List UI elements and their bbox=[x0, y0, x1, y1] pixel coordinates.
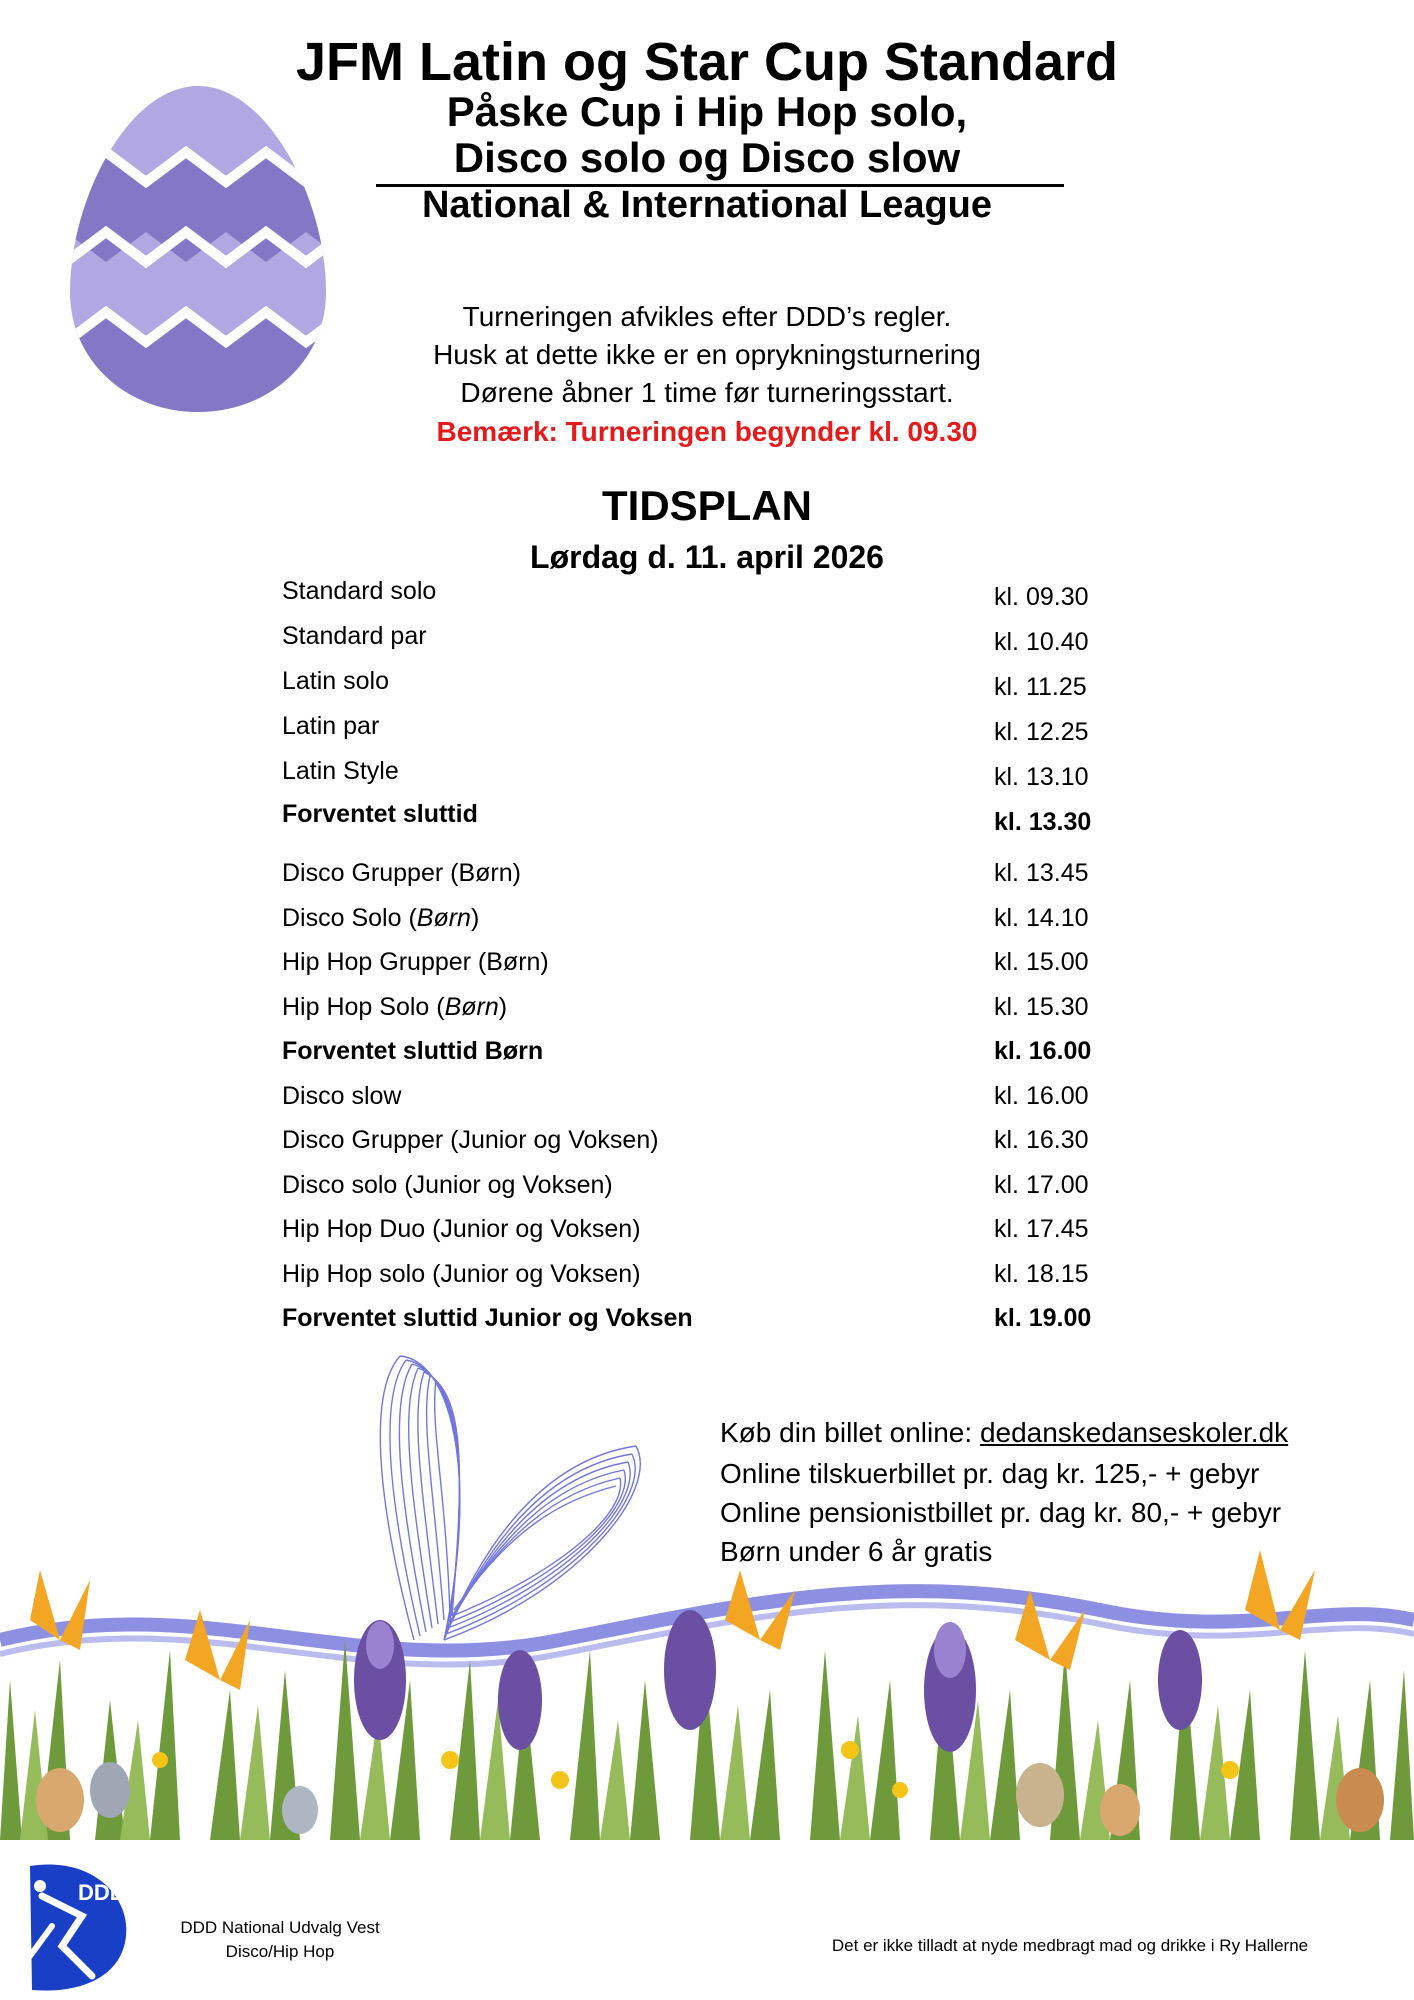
ticket-spectator-price: Online tilskuerbillet pr. dag kr. 125,- + gebyr bbox=[720, 1458, 1260, 1489]
ticket-children-free: Børn under 6 år gratis bbox=[720, 1536, 993, 1567]
schedule-row-time: kl. 15.30 bbox=[994, 993, 1089, 1021]
schedule-row-label: Disco solo (Junior og Voksen) bbox=[282, 1171, 613, 1199]
footer-organizer-division: Disco/Hip Hop bbox=[225, 1942, 335, 1961]
schedule-row-label: Hip Hop solo (Junior og Voksen) bbox=[282, 1260, 641, 1288]
schedule-row-label: Disco Grupper (Junior og Voksen) bbox=[282, 1126, 659, 1154]
schedule-row-label: Latin solo bbox=[282, 667, 390, 695]
schedule-row-time: kl. 16.30 bbox=[994, 1126, 1089, 1154]
schedule-row-time: kl. 15.00 bbox=[994, 948, 1089, 976]
schedule-row-label: Latin Style bbox=[282, 757, 399, 785]
schedule-row-time: kl. 16.00 bbox=[994, 1037, 1092, 1065]
schedule-row-time: kl. 17.00 bbox=[994, 1171, 1089, 1199]
schedule-row-label: Forventet sluttid bbox=[282, 800, 478, 828]
spring-flowers-border bbox=[0, 1530, 1414, 1840]
schedule-row-time: kl. 17.45 bbox=[994, 1215, 1089, 1243]
schedule-row-time: kl. 18.15 bbox=[994, 1260, 1089, 1288]
ticket-website-link[interactable]: dedanskedanseskoler.dk bbox=[979, 1417, 1289, 1448]
schedule-row-label: Standard solo bbox=[282, 577, 437, 605]
schedule-row-label-emphasis: Børn bbox=[444, 993, 499, 1021]
schedule-row-time: kl. 10.40 bbox=[994, 628, 1089, 656]
schedule-row-time: kl. 14.10 bbox=[994, 904, 1089, 932]
event-subtitle-line2: Disco solo og Disco slow bbox=[453, 134, 961, 181]
schedule-row-label-text: Hip Hop Solo ( bbox=[282, 993, 445, 1021]
info-doors: Dørene åbner 1 time før turneringsstart. bbox=[460, 377, 954, 408]
info-promotion: Husk at dette ikke er en oprykningsturnering bbox=[433, 339, 981, 370]
schedule-row-time: kl. 13.30 bbox=[994, 808, 1092, 836]
schedule-row-time: kl. 11.25 bbox=[994, 673, 1087, 701]
schedule-row-label: Disco slow bbox=[282, 1082, 402, 1110]
schedule-row-label-text: ) bbox=[470, 904, 480, 932]
event-subtitle-line1: Påske Cup i Hip Hop solo, bbox=[446, 88, 968, 135]
schedule-row-time: kl. 12.25 bbox=[994, 718, 1089, 746]
ddd-logo-text: DDD bbox=[78, 1880, 126, 1905]
schedule-row-label-emphasis: Børn bbox=[416, 904, 471, 932]
schedule-row-label-text: ) bbox=[498, 993, 508, 1021]
footer-organizer: DDD National Udvalg Vest bbox=[180, 1918, 380, 1937]
schedule-row-label: Forventet sluttid Junior og Voksen bbox=[282, 1304, 693, 1332]
schedule-row-label-text: Disco Solo ( bbox=[282, 904, 417, 932]
schedule-row-label: Hip Hop Duo (Junior og Voksen) bbox=[282, 1215, 641, 1243]
schedule-row-label bbox=[282, 990, 507, 1024]
ticket-buy-text: Køb din billet online: bbox=[720, 1417, 980, 1448]
start-notice: Bemærk: Turneringen begynder kl. 09.30 bbox=[436, 416, 978, 447]
ticket-pensioner-price: Online pensionistbillet pr. dag kr. 80,- + gebyr bbox=[720, 1497, 1282, 1528]
info-rules: Turneringen afvikles efter DDD’s regler. bbox=[462, 301, 952, 332]
schedule-date: Lørdag d. 11. april 2026 bbox=[530, 539, 884, 575]
schedule-row-time: kl. 13.45 bbox=[994, 859, 1089, 887]
schedule-row-label: Disco Grupper (Børn) bbox=[282, 859, 521, 887]
schedule-row-label: Hip Hop Grupper (Børn) bbox=[282, 948, 549, 976]
schedule-row-time: kl. 19.00 bbox=[994, 1304, 1092, 1332]
footer-food-notice: Det er ikke tilladt at nyde medbragt mad og drikke i Ry Hallerne bbox=[831, 1936, 1309, 1955]
schedule-row-label: Standard par bbox=[282, 622, 427, 650]
event-title: JFM Latin og Star Cup Standard bbox=[295, 32, 1119, 92]
schedule-row-time: kl. 16.00 bbox=[994, 1082, 1089, 1110]
schedule-heading: TIDSPLAN bbox=[602, 482, 812, 529]
schedule-row-label bbox=[282, 901, 479, 935]
schedule-row-label: Forventet sluttid Børn bbox=[282, 1037, 544, 1065]
ticket-buy-line bbox=[720, 1414, 1288, 1452]
schedule-row-time: kl. 09.30 bbox=[994, 583, 1089, 611]
league-label: National & International League bbox=[421, 184, 993, 226]
schedule-row-time: kl. 13.10 bbox=[994, 763, 1089, 791]
ddd-logo bbox=[12, 1856, 132, 1996]
schedule-row-label: Latin par bbox=[282, 712, 380, 740]
